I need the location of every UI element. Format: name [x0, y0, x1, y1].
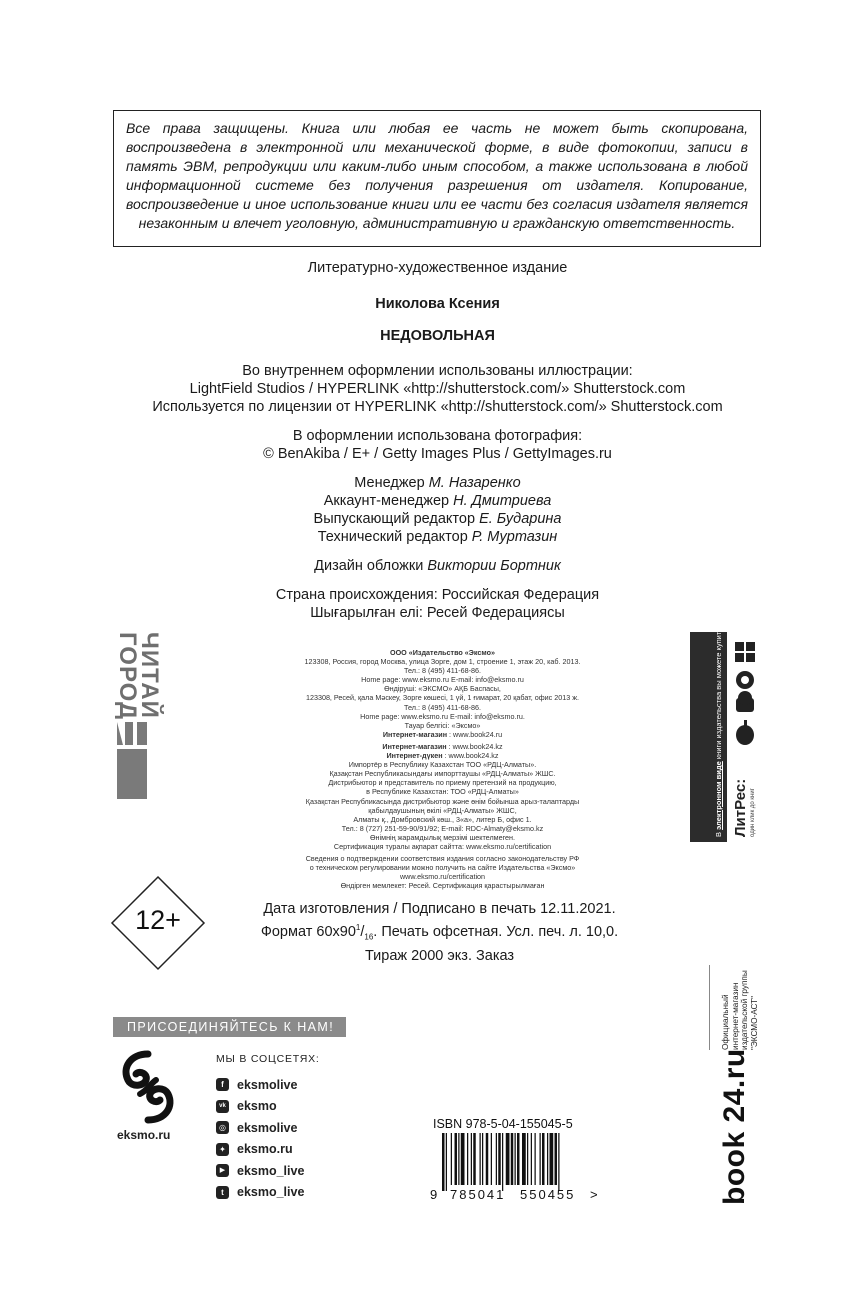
- barcode-bar: [558, 1133, 559, 1191]
- imprint-line: қабылдаушының өкілі «РДЦ-Алматы» ЖШС,: [368, 805, 517, 815]
- barcode-bar: [480, 1133, 481, 1185]
- barcode-group-2: 550455: [520, 1187, 576, 1202]
- barcode-bar: [461, 1133, 465, 1185]
- edition-type: Литературно-художественное издание: [307, 260, 568, 276]
- barcode-bar: [535, 1133, 536, 1185]
- imprint-line: Тел.: 8 (495) 411-68-86.: [404, 702, 481, 712]
- imprint-line: Өндіруші: «ЭКСМО» АҚБ Баспасы,: [384, 684, 501, 694]
- photo-credits-line-1: В оформлении использована фотография:: [292, 428, 583, 444]
- imprint-line: Өнімнің жарамдылық мерзімі шектелмеген.: [369, 832, 516, 842]
- imprint-shop-kz-kaz: Интернет-дүкен : www.book24.kz: [386, 751, 499, 761]
- web-icon: ✦: [216, 1143, 229, 1156]
- social-title: МЫ В СОЦСЕТЯХ:: [216, 1053, 320, 1065]
- social-label: eksmo_live: [237, 1185, 305, 1200]
- book-title: НЕДОВОЛЬНАЯ: [380, 328, 495, 344]
- litres-brand: [733, 779, 757, 837]
- platform-icons: [731, 640, 761, 750]
- barcode-bar: [547, 1133, 548, 1185]
- litres-banner: [690, 568, 727, 842]
- imprint-line: Home page: www.eksmo.ru E-mail: info@eksmo.ru.: [360, 711, 525, 721]
- barcode-bar: [486, 1133, 489, 1185]
- barcode-bar: [451, 1133, 452, 1185]
- litres-slogan: один клик до книг: [750, 788, 756, 837]
- barcode-bar: [531, 1133, 532, 1185]
- barcode-bar: [542, 1133, 545, 1185]
- social-label: eksmo.ru: [237, 1142, 293, 1157]
- litres-banner-text: В электронном виде книги издательства вы можете купить на www.litres.ru: [714, 568, 723, 837]
- book24-logo[interactable]: book 24.ru: [718, 1048, 751, 1205]
- barcode-bar: [496, 1133, 497, 1185]
- social-label: eksmolive: [237, 1120, 298, 1135]
- origin-kz: Шығарылған елі: Ресей Федерациясы: [310, 605, 565, 621]
- barcode-bar: [502, 1133, 503, 1191]
- age-rating-label: 12+: [135, 905, 181, 935]
- barcode-bar: [515, 1133, 516, 1185]
- book24-description: [721, 960, 759, 1050]
- chitai-gorod-wordmark: [114, 632, 163, 742]
- imprint-line: Қазақстан Республикасында дистрибьютор және өнім бойынша арыз-талаптарды: [305, 796, 580, 806]
- twitter-icon: t: [216, 1186, 229, 1199]
- imprint-line: Импортёр в Республику Казахстан ТОО «РДЦ-Алматы».: [348, 760, 537, 770]
- book24-desc-line: "ЭКСМО-АСТ": [749, 995, 759, 1050]
- photo-credits-line-2: © BenAkiba / E+ / Getty Images Plus / GettyImages.ru: [263, 446, 612, 462]
- barcode-bar: [473, 1133, 476, 1185]
- imprint-line: Қазақстан Республикасындағы импорттаушы «РДЦ-Алматы» ЖШС.: [329, 769, 556, 779]
- copyright-text: Все права защищены. Книга или любая ее часть не может быть скопирована, воспроизведена в электронной или механической форме, в виде фотокопии, записи в память ЭВМ, репродукции или каким-либо иным способом, а также использована в любой информационной системе без получения разрешения от издателя. Копирование, воспроизведение и иное использование книги или ее части без согласия издателя является незаконным и влечет уголовную, административную и гражданскую ответственность.: [126, 120, 748, 231]
- barcode-bar: [522, 1133, 526, 1185]
- barcode-bar: [555, 1133, 558, 1185]
- author-name: Николова Ксения: [375, 296, 500, 312]
- eksmo-logo: [118, 1050, 178, 1124]
- barcode-bar: [517, 1133, 520, 1185]
- social-label: eksmolive: [237, 1077, 298, 1092]
- imprint-line: Сведения о подтверждении соответствия издания согласно законодательству РФ: [305, 854, 580, 864]
- barcode-bar: [540, 1133, 541, 1185]
- staff-account-manager: Аккаунт-менеджер Н. Дмитриева: [323, 493, 552, 509]
- imprint-line: в Республике Казахстан: ТОО «РДЦ-Алматы»: [366, 787, 519, 797]
- barcode-bar: [455, 1133, 458, 1185]
- age-rating-badge: [110, 875, 206, 971]
- barcode-bar: [498, 1133, 501, 1185]
- social-list: [216, 1074, 304, 1203]
- book24-divider: [709, 965, 710, 1050]
- imprint-line: Өндірген мемлекет: Ресей. Сертификация қарастырылмаған: [340, 881, 545, 891]
- barcode-bar: [491, 1133, 492, 1185]
- barcode-end: >: [590, 1187, 598, 1202]
- staff-tech-editor: Технический редактор Р. Муртазин: [317, 529, 558, 545]
- imprint-line: 123308, Россия, город Москва, улица Зорге, дом 1, строение 1, этаж 20, каб. 2013.: [304, 657, 581, 667]
- social-instagram[interactable]: [216, 1117, 304, 1139]
- join-banner: ПРИСОЕДИНЯЙТЕСЬ К НАМ!: [113, 1017, 346, 1037]
- eksmo-site[interactable]: eksmo.ru: [117, 1128, 171, 1142]
- imprint-line: 123308, Ресей, қала Мәскеу, Зорге көшесі, 1 үй, 1 ғимарат, 20 қабат, офис 2013 ж.: [305, 693, 580, 703]
- imprint-line: Тауар белгісі: «Эксмо»: [404, 720, 481, 730]
- litres-logo: ЛитРес:: [732, 778, 749, 837]
- barcode-bar: [471, 1133, 472, 1185]
- staff-editor: Выпускающий редактор Е. Бударина: [313, 511, 562, 527]
- staff-manager: Менеджер М. Назаренко: [354, 475, 521, 491]
- print-info: [252, 900, 627, 965]
- vk-icon: vk: [216, 1100, 229, 1113]
- cover-design: Дизайн обложки Виктории Бортник: [314, 558, 561, 574]
- social-facebook[interactable]: [216, 1074, 304, 1096]
- barcode-bar: [442, 1133, 445, 1191]
- browser-icon: [736, 671, 754, 689]
- illustrations-line-3: Используется по лицензии от HYPERLINK «http://shutterstock.com/» Shutterstock.com: [152, 399, 723, 415]
- imprint-line: Тел.: 8 (727) 251-59-90/91/92; E-mail: RDC-Almaty@eksmo.kz: [341, 823, 544, 833]
- facebook-icon: f: [216, 1078, 229, 1091]
- imprint-line: Сертификация туралы ақпарат сайтта: www.eksmo.ru/certification: [333, 841, 552, 851]
- print-run: Тираж 2000 экз. Заказ: [364, 947, 515, 964]
- chitai-gorod-line1: ЧИТАЙ: [136, 632, 163, 719]
- social-label: eksmo_live: [237, 1163, 305, 1178]
- imprint-shop-ru: Интернет-магазин : www.book24.ru: [382, 729, 503, 739]
- illustrations-line-2: LightField Studios / HYPERLINK «http://shutterstock.com/» Shutterstock.com: [189, 381, 686, 397]
- barcode-bar: [446, 1133, 447, 1191]
- social-youtube[interactable]: [216, 1160, 304, 1182]
- imprint-line: о техническом регулировании можно получить на сайте Издательства «Эксмо»: [309, 863, 576, 873]
- android-icon: [736, 691, 754, 712]
- book24-desc-line: интернет-магазин: [730, 982, 740, 1050]
- illustrations-line-1: Во внутреннем оформлении использованы иллюстрации:: [242, 363, 633, 379]
- imprint-shop-kz: Интернет-магазин : www.book24.kz: [382, 741, 503, 751]
- barcode-bar: [506, 1133, 510, 1185]
- barcode-bar: [511, 1133, 514, 1185]
- barcode-bar: [458, 1133, 459, 1185]
- barcode-bar: [482, 1133, 483, 1185]
- social-twitter[interactable]: [216, 1182, 304, 1204]
- imprint-line: www.eksmo.ru/certification: [399, 872, 486, 882]
- litres-side: [731, 632, 761, 842]
- copyright-notice: [113, 110, 761, 247]
- windows-icon: [735, 642, 755, 662]
- social-web[interactable]: [216, 1139, 304, 1161]
- youtube-icon: ▶: [216, 1164, 229, 1177]
- imprint-line: Home page: www.eksmo.ru E-mail: info@eksmo.ru: [361, 675, 524, 685]
- imprint-line: Тел.: 8 (495) 411-68-86.: [404, 666, 481, 676]
- apple-icon: [736, 720, 754, 745]
- barcode-bars: [442, 1133, 594, 1191]
- social-vk[interactable]: [216, 1096, 304, 1118]
- print-format: Формат $60x90^1/_{16}$. Печать офсетная. Усл. печ. л. 10,0.: [260, 922, 619, 942]
- barcode-bar: [550, 1133, 554, 1185]
- social-label: eksmo: [237, 1099, 277, 1114]
- imprint-line: Дистрибьютор и представитель по приему претензий на продукцию,: [328, 778, 557, 788]
- barcode-group-1: 785041: [450, 1187, 506, 1202]
- barcode-bar: [467, 1133, 468, 1185]
- origin-ru: Страна происхождения: Российская Федерация: [275, 587, 600, 603]
- instagram-icon: ◎: [216, 1121, 229, 1134]
- barcode-first-digit: 9: [430, 1187, 438, 1202]
- barcode-bar: [527, 1133, 528, 1185]
- imprint: [270, 648, 615, 890]
- imprint-publisher: ООО «Издательство «Эксмо»: [389, 648, 495, 657]
- print-date: Дата изготовления / Подписано в печать 12.11.2021.: [263, 901, 616, 917]
- book24-desc-line: издательской группы: [740, 970, 749, 1050]
- barcode: [430, 1133, 600, 1205]
- imprint-line: Алматы қ., Домбровский көш., 3«а», литер Б, офис 1.: [353, 814, 532, 824]
- book24-desc-line: Официальный: [721, 994, 730, 1050]
- isbn: ISBN 978-5-04-155045-5: [433, 1117, 573, 1131]
- chitai-gorod-line2: ГОРОД: [114, 632, 141, 721]
